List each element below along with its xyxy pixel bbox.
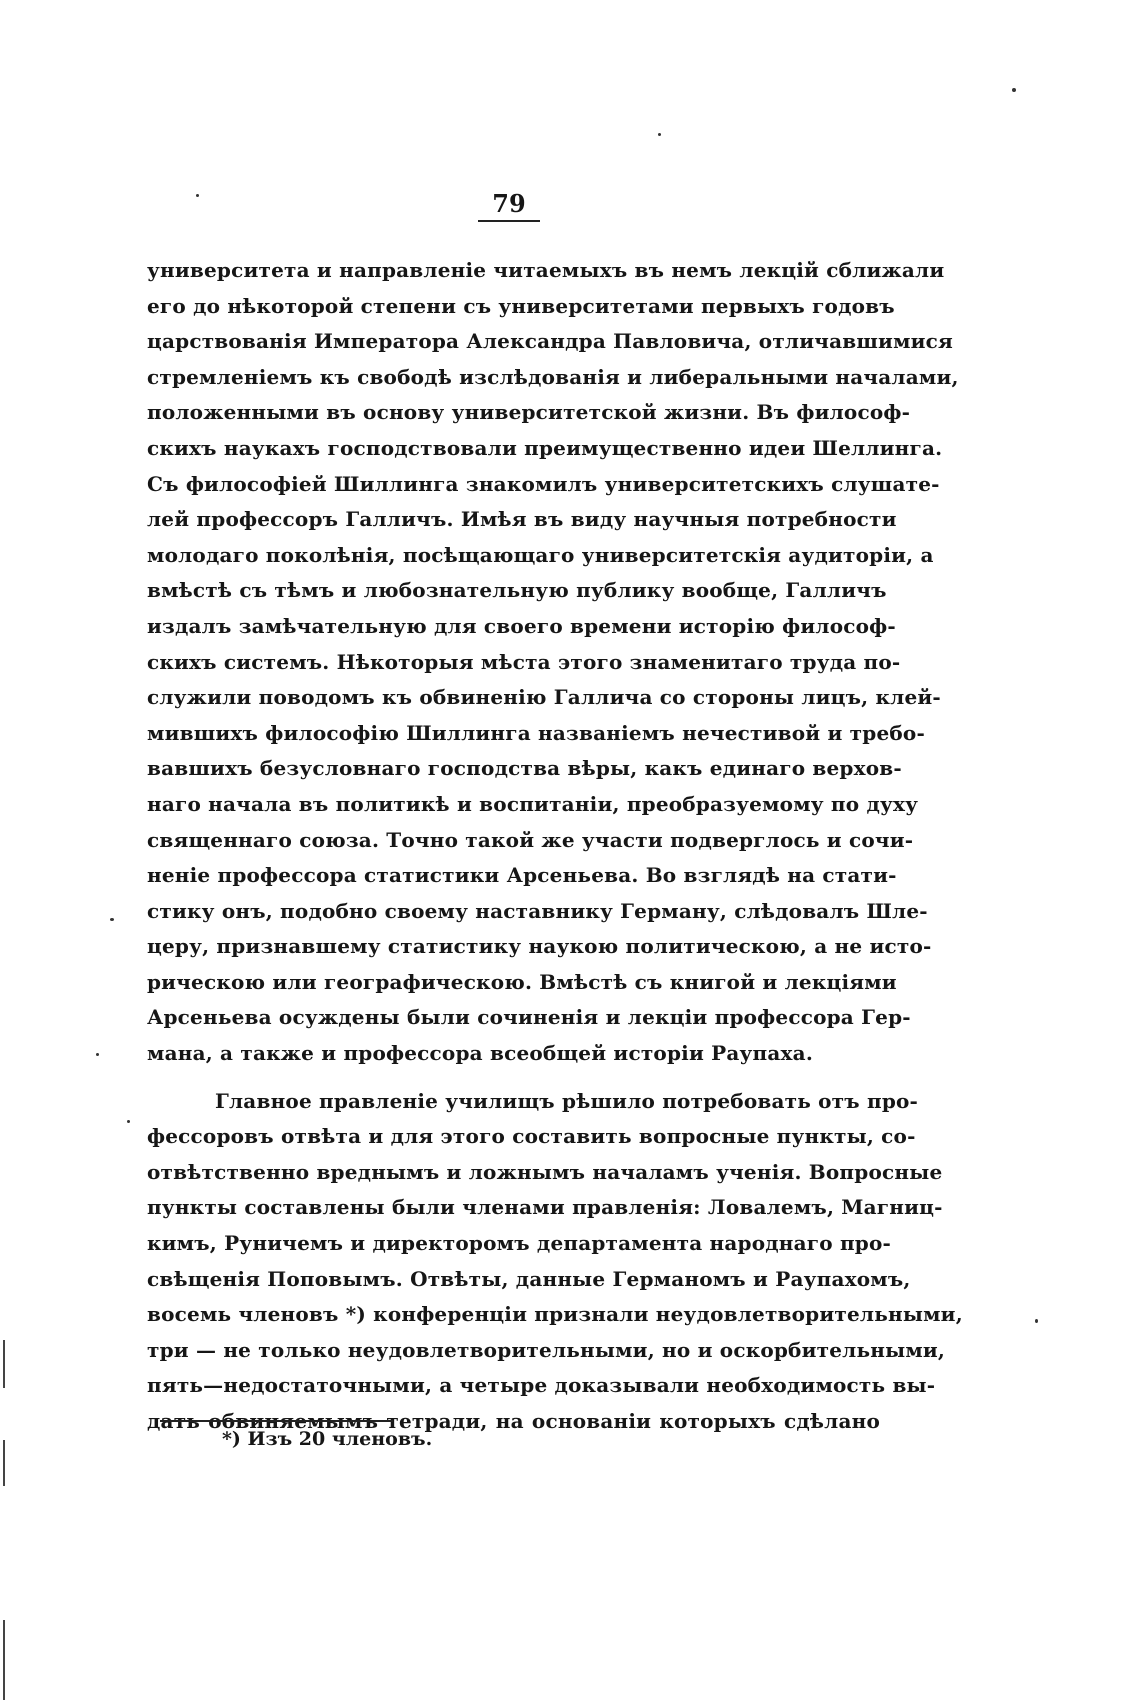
text-line: мившихъ философію Шиллинга названіемъ нечестивой и требо- [147, 720, 925, 745]
text-line: дать обвиняемымъ тетради, на основаніи которыхъ сдѣлано [147, 1409, 880, 1433]
scan-speck [96, 1053, 99, 1056]
text-line: положенными въ основу университетской жизни. Въ философ- [147, 400, 911, 425]
text-line: фессоровъ отвѣта и для этого составить вопросные пункты, со- [147, 1124, 916, 1149]
scan-speck [1012, 88, 1016, 92]
text-line: скихъ системъ. Нѣкоторыя мѣста этого знаменитаго труда по- [147, 649, 901, 674]
text-line: молодаго поколѣнія, посѣщающаго университетскія аудиторіи, а [147, 542, 934, 567]
text-line: лей профессоръ Галличъ. Имѣя въ виду научныя потребности [147, 507, 897, 532]
text-line: рическою или географическою. Вмѣстѣ съ книгой и лекціями [147, 969, 897, 994]
text-line: три — не только неудовлетворительными, но и оскорбительными, [147, 1337, 946, 1362]
scan-speck [196, 194, 199, 197]
text-line: царствованія Императора Александра Павловича, отличавшимися [147, 329, 954, 354]
text-line: церу, признавшему статистику наукою политическою, а не исто- [147, 934, 932, 959]
text-line: скихъ наукахъ господствовали преимущественно идеи Шеллинга. [147, 435, 943, 460]
text-line: восемь членовъ *) конференціи признали неудовлетворительными, [147, 1302, 963, 1327]
text-line: стику онъ, подобно своему наставнику Герману, слѣдовалъ Шле- [147, 898, 928, 923]
text-line: пять—недостаточными, а четыре доказывали необходимость вы- [147, 1373, 936, 1398]
binding-edge-mark [3, 1340, 5, 1388]
text-line: вавшихъ безусловнаго господства вѣры, какъ единаго верхов- [147, 756, 902, 781]
scan-speck [1035, 1319, 1038, 1323]
text-line: мана, а также и профессора всеобщей исторіи Раупаха. [147, 1041, 813, 1066]
text-line: Арсеньева осуждены были сочиненія и лекціи профессора Гер- [147, 1005, 911, 1030]
scan-speck [110, 918, 114, 921]
text-line: служили поводомъ къ обвиненію Галлича со стороны лицъ, клей- [147, 685, 941, 710]
text-line: его до нѣкоторой степени съ университетами первыхъ годовъ [147, 293, 895, 318]
footnote: *) Изъ 20 членовъ. [222, 1428, 433, 1450]
text-line: кимъ, Руничемъ и директоромъ департамента народнаго про- [147, 1231, 892, 1256]
text-line: свѣщенія Поповымъ. Отвѣты, данные Германомъ и Раупахомъ, [147, 1266, 911, 1291]
text-line: неніе профессора статистики Арсеньева. Во взглядѣ на стати- [147, 863, 897, 888]
text-line: пункты составлены были членами правленія: Ловалемъ, Магниц- [147, 1195, 943, 1220]
text-line: издалъ замѣчательную для своего времени исторію философ- [147, 613, 896, 638]
scan-speck [658, 133, 661, 136]
text-line: вмѣстѣ съ тѣмъ и любознательную публику вообще, Галличъ [147, 578, 887, 603]
text-line: Главное правленіе училищъ рѣшило потребовать отъ про- [215, 1088, 919, 1113]
text-line: стремленіемъ къ свободѣ изслѣдованія и либеральными началами, [147, 364, 959, 389]
paragraph-2 [147, 1084, 963, 1440]
text-line: священнаго союза. Точно такой же участи подверглось и сочи- [147, 827, 914, 852]
text-line: Съ философіей Шиллинга знакомилъ университетскихъ слушате- [147, 471, 940, 496]
binding-edge-mark [3, 1620, 5, 1700]
scan-speck [127, 1120, 130, 1123]
paragraph-1 [147, 253, 959, 1072]
paragraph-gap [147, 1072, 880, 1084]
footnote-rule [160, 1420, 393, 1422]
page-number: 79 [478, 190, 540, 222]
text-line: университета и направленіе читаемыхъ въ немъ лекцій сближали [147, 258, 945, 282]
text-line: наго начала въ политикѣ и воспитаніи, преобразуемому по духу [147, 791, 919, 816]
body-text [147, 253, 963, 1440]
binding-edge-mark [3, 1440, 5, 1486]
text-line: отвѣтственно вреднымъ и ложнымъ началамъ ученія. Вопросные [147, 1159, 943, 1184]
